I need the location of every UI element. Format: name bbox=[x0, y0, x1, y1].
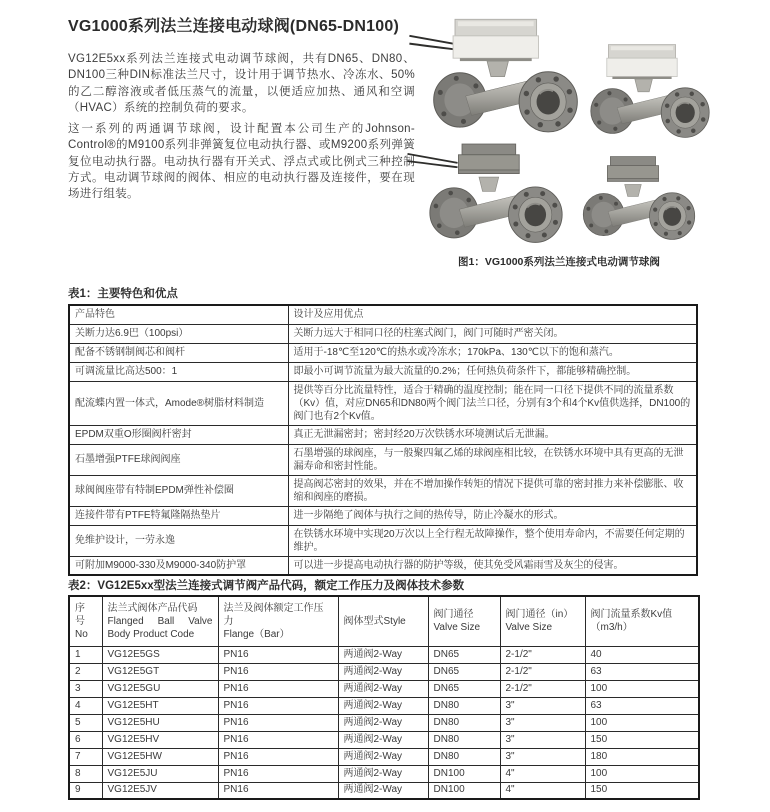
feature-cell: 石墨增强的球阀座，与一般聚四氟乙烯的球阀座相比较，在铁锈水环境中具有更高的无泄漏寿命和密封性能。 bbox=[288, 444, 697, 475]
product-cell: 63 bbox=[585, 663, 699, 680]
product-cell: 3" bbox=[500, 697, 585, 714]
table-row bbox=[69, 475, 697, 506]
feature-cell: 石墨增强PTFE球阀阀座 bbox=[69, 444, 288, 475]
feature-cell: 关断力远大于相同口径的柱塞式阀门，阀门可随时严密关闭。 bbox=[288, 324, 697, 343]
product-cell: 两通阀2-Way bbox=[338, 714, 428, 731]
col-header-flange-pressure: 法兰及阀体额定工作压力 Flange（Bar） bbox=[218, 596, 338, 646]
table-row bbox=[69, 362, 697, 381]
valve-photo-large-dark-actuator-icon bbox=[420, 136, 572, 254]
product-cell: 3 bbox=[69, 680, 102, 697]
table-row bbox=[69, 782, 699, 799]
product-cell: PN16 bbox=[218, 646, 338, 663]
product-cell: 3" bbox=[500, 748, 585, 765]
product-cell: 2-1/2" bbox=[500, 646, 585, 663]
feature-cell: 连接件带有PTFE特氟隆隔热垫片 bbox=[69, 506, 288, 525]
product-cell: 150 bbox=[585, 731, 699, 748]
product-codes-table-head bbox=[69, 596, 699, 646]
product-cell: 100 bbox=[585, 714, 699, 731]
product-cell: 150 bbox=[585, 782, 699, 799]
product-cell: 两通阀2-Way bbox=[338, 646, 428, 663]
table-row bbox=[69, 697, 699, 714]
table-row bbox=[69, 343, 697, 362]
col-header-design-benefit: 设计及应用优点 bbox=[288, 305, 697, 324]
valve-photo-small-white-actuator-icon bbox=[582, 40, 718, 150]
product-cell: 2-1/2" bbox=[500, 680, 585, 697]
product-cell: VG12E5GS bbox=[102, 646, 218, 663]
col-header-product-code: 法兰式阀体产品代码 Flanged Ball Valve Body Product Code bbox=[102, 596, 218, 646]
product-cell: PN16 bbox=[218, 782, 338, 799]
product-cell: 7 bbox=[69, 748, 102, 765]
feature-cell: 真正无泄漏密封；密封经20万次铁锈水环境测试后无泄漏。 bbox=[288, 425, 697, 444]
product-cell: 180 bbox=[585, 748, 699, 765]
feature-cell: 配备不锈钢制阀芯和阀杆 bbox=[69, 343, 288, 362]
valve-photo-large-white-actuator-icon bbox=[423, 14, 588, 147]
product-cell: PN16 bbox=[218, 680, 338, 697]
feature-cell: 可调流量比高达500：1 bbox=[69, 362, 288, 381]
figure-caption: 图1：VG1000系列法兰连接式电动调节球阀 bbox=[458, 256, 660, 268]
table-row bbox=[69, 556, 697, 575]
product-cell: 40 bbox=[585, 646, 699, 663]
product-cell: VG12E5JU bbox=[102, 765, 218, 782]
table-row bbox=[69, 425, 697, 444]
product-cell: DN100 bbox=[428, 765, 500, 782]
product-cell: VG12E5HT bbox=[102, 697, 218, 714]
table-row bbox=[69, 646, 699, 663]
table-row bbox=[69, 663, 699, 680]
col-header-valve-size: 阀门通径Valve Size bbox=[428, 596, 500, 646]
product-cell: 5 bbox=[69, 714, 102, 731]
features-table-head bbox=[69, 305, 697, 324]
feature-cell: 在铁锈水环境中实现20万次以上全行程无故障操作，整个使用寿命内，不需要任何定期的维护。 bbox=[288, 525, 697, 556]
product-cell: 63 bbox=[585, 697, 699, 714]
product-cell: 两通阀2-Way bbox=[338, 663, 428, 680]
product-cell: 两通阀2-Way bbox=[338, 782, 428, 799]
features-table-body bbox=[69, 324, 697, 575]
product-cell: 3" bbox=[500, 731, 585, 748]
product-cell: DN65 bbox=[428, 646, 500, 663]
features-table bbox=[68, 304, 698, 576]
table-row bbox=[69, 324, 697, 343]
table-header-row bbox=[69, 596, 699, 646]
product-cell: 8 bbox=[69, 765, 102, 782]
product-cell: VG12E5JV bbox=[102, 782, 218, 799]
intro-paragraph-1: VG12E5xx系列法兰连接式电动调节球阀，共有DN65、DN80、DN100三种DIN标准法兰尺寸，设计用于调节热水、冷冻水、50%的乙二醇溶液或者低压蒸气的流量，以便适应加热、通风和空调（HVAC）系统的控制负荷的要求。 bbox=[68, 53, 415, 114]
col-header-valve-size-in: 阀门通径（in）Valve Size bbox=[500, 596, 585, 646]
table-row bbox=[69, 748, 699, 765]
product-cell: VG12E5HW bbox=[102, 748, 218, 765]
product-cell: 9 bbox=[69, 782, 102, 799]
valve-photo-small-dark-actuator-icon bbox=[575, 148, 703, 251]
product-cell: 6 bbox=[69, 731, 102, 748]
feature-cell: 可以进一步提高电动执行器的防护等级，使其免受风霜雨雪及灰尘的侵害。 bbox=[288, 556, 697, 575]
product-cell: PN16 bbox=[218, 714, 338, 731]
product-cell: PN16 bbox=[218, 748, 338, 765]
product-codes-table bbox=[68, 595, 700, 800]
page-title: VG1000系列法兰连接电动球阀(DN65-DN100) bbox=[68, 18, 400, 35]
feature-cell: 提高阀芯密封的效果，并在不增加操作转矩的情况下提供可靠的密封推力来补偿膨胀、收缩和阀座的磨损。 bbox=[288, 475, 697, 506]
col-header-kv: 阀门流量系数Kv值（m3/h） bbox=[585, 596, 699, 646]
product-cell: 2-1/2" bbox=[500, 663, 585, 680]
product-cell: PN16 bbox=[218, 731, 338, 748]
feature-cell: 提供等百分比流量特性，适合于精确的温度控制；能在同一口径下提供不同的流量系数（Kv）值，对应DN65和DN80两个阀门法兰口径，分别有3个和4个Kv值供选择，DN100的阀门也有2个Kv值。 bbox=[288, 381, 697, 425]
product-cell: DN80 bbox=[428, 714, 500, 731]
table-row bbox=[69, 731, 699, 748]
product-cell: PN16 bbox=[218, 765, 338, 782]
product-cell: VG12E5HU bbox=[102, 714, 218, 731]
feature-cell: 可附加M9000-330及M9000-340防护罩 bbox=[69, 556, 288, 575]
product-cell: DN80 bbox=[428, 748, 500, 765]
product-cell: DN80 bbox=[428, 731, 500, 748]
col-header-no: 序 号 No bbox=[69, 596, 102, 646]
feature-cell: 适用于-18℃至120℃的热水或冷冻水；170kPa、130℃以下的饱和蒸汽。 bbox=[288, 343, 697, 362]
table-row bbox=[69, 680, 699, 697]
table-row bbox=[69, 765, 699, 782]
product-cell: DN80 bbox=[428, 697, 500, 714]
table-row bbox=[69, 444, 697, 475]
product-cell: 1 bbox=[69, 646, 102, 663]
product-cell: 两通阀2-Way bbox=[338, 731, 428, 748]
product-cell: 4" bbox=[500, 765, 585, 782]
feature-cell: 球阀阀座带有特制EPDM弹性补偿圈 bbox=[69, 475, 288, 506]
product-cell: DN65 bbox=[428, 663, 500, 680]
product-codes-table-body bbox=[69, 646, 699, 799]
product-cell: PN16 bbox=[218, 697, 338, 714]
table-header-row bbox=[69, 305, 697, 324]
product-cell: VG12E5GU bbox=[102, 680, 218, 697]
table-row bbox=[69, 506, 697, 525]
product-cell: PN16 bbox=[218, 663, 338, 680]
intro-paragraph-2: 这一系列的两通调节球阀，设计配置本公司生产的Johnson-Control®的M9100系列非弹簧复位电动执行器、或M9200系列弹簧复位电动执行器。电动执行器有开关式、浮点式或比例式三种控制方式。电动调节球阀的阀体、相应的电动执行器及连接件，要在现场进行组装。 bbox=[68, 123, 415, 201]
table2-caption: 表2：VG12E5xx型法兰连接式调节阀产品代码，额定工作压力及阀体技术参数 bbox=[68, 580, 465, 592]
product-cell: 4" bbox=[500, 782, 585, 799]
feature-cell: 免维护设计，一劳永逸 bbox=[69, 525, 288, 556]
feature-cell: 配流蝶内置一体式，Amode®树脂材料制造 bbox=[69, 381, 288, 425]
product-cell: 3" bbox=[500, 714, 585, 731]
product-cell: 两通阀2-Way bbox=[338, 765, 428, 782]
product-cell: 两通阀2-Way bbox=[338, 680, 428, 697]
col-header-style: 阀体型式Style bbox=[338, 596, 428, 646]
product-cell: 2 bbox=[69, 663, 102, 680]
feature-cell: 即最小可调节流量为最大流量的0.2%；任何热负荷条件下，都能够精确控制。 bbox=[288, 362, 697, 381]
table-row bbox=[69, 381, 697, 425]
feature-cell: 进一步隔绝了阀体与执行之间的热传导，防止冷凝水的形式。 bbox=[288, 506, 697, 525]
product-cell: 两通阀2-Way bbox=[338, 748, 428, 765]
product-cell: VG12E5HV bbox=[102, 731, 218, 748]
table-row bbox=[69, 714, 699, 731]
product-cell: 4 bbox=[69, 697, 102, 714]
intro-text bbox=[68, 51, 415, 208]
product-cell: 100 bbox=[585, 680, 699, 697]
feature-cell: 关断力达6.9巴（100psi） bbox=[69, 324, 288, 343]
product-cell: DN100 bbox=[428, 782, 500, 799]
product-cell: DN65 bbox=[428, 680, 500, 697]
product-cell: 两通阀2-Way bbox=[338, 697, 428, 714]
product-cell: 100 bbox=[585, 765, 699, 782]
col-header-product-feature: 产品特色 bbox=[69, 305, 288, 324]
table-row bbox=[69, 525, 697, 556]
product-figure bbox=[420, 12, 742, 254]
product-cell: VG12E5GT bbox=[102, 663, 218, 680]
table1-caption: 表1：主要特色和优点 bbox=[68, 288, 178, 300]
feature-cell: EPDM双重O形圈阀杆密封 bbox=[69, 425, 288, 444]
